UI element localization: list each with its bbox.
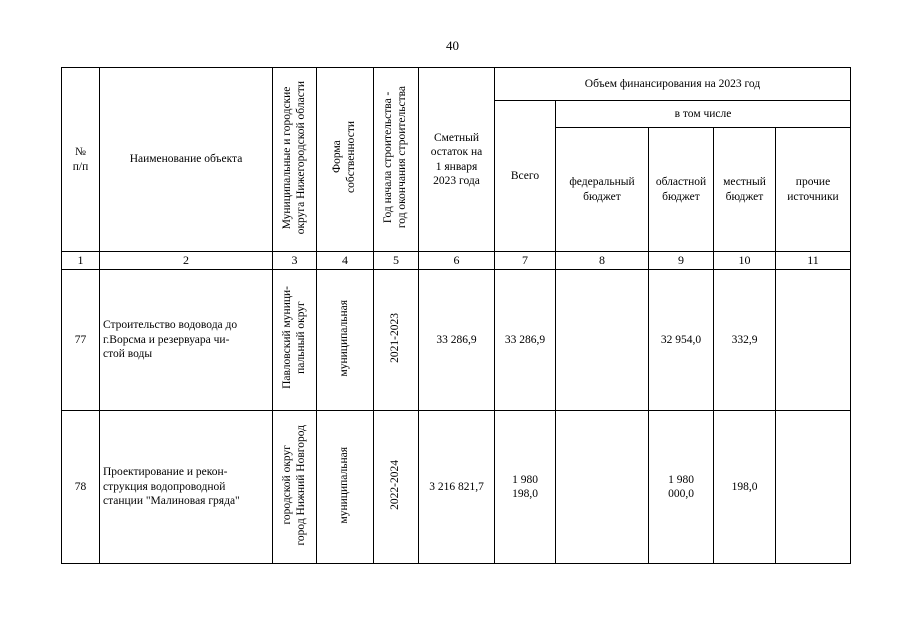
- header-municipality-text: Муниципальные и городские округа Нижегородской области: [280, 80, 307, 234]
- header-local: местный бюджет: [714, 128, 776, 252]
- row-municipality-text: городской округ город Нижний Новгород: [280, 424, 307, 546]
- row-years-text: 2022-2024: [389, 459, 402, 510]
- column-number: 1: [62, 252, 100, 270]
- row-municipality: [273, 270, 317, 411]
- row-ownership: [317, 411, 374, 564]
- header-other: прочие источники: [776, 128, 851, 252]
- header-municipality: [273, 68, 317, 252]
- row-regional: 32 954,0: [649, 270, 714, 411]
- column-number: 10: [714, 252, 776, 270]
- column-number: 2: [100, 252, 273, 270]
- row-other: [776, 411, 851, 564]
- header-ownership: [317, 68, 374, 252]
- table-row: [62, 270, 851, 411]
- row-name: Строительство водовода до г.Ворсма и резервуара чи- стой воды: [100, 270, 273, 411]
- header-federal: федеральный бюджет: [556, 128, 649, 252]
- row-years: [374, 411, 419, 564]
- column-number: 5: [374, 252, 419, 270]
- row-ownership-text: муниципальная: [338, 299, 351, 377]
- header-ownership-text: Форма собственности: [331, 121, 357, 194]
- column-number: 6: [419, 252, 495, 270]
- row-municipality: [273, 411, 317, 564]
- row-other: [776, 270, 851, 411]
- row-years: [374, 270, 419, 411]
- header-num: № п/п: [62, 68, 100, 252]
- row-num: 78: [62, 411, 100, 564]
- row-federal: [556, 270, 649, 411]
- row-ownership: [317, 270, 374, 411]
- page-number: 40: [446, 38, 459, 53]
- header-funding: Объем финансирования на 2023 год: [495, 68, 851, 101]
- row-regional: 1 980 000,0: [649, 411, 714, 564]
- header-regional: областной бюджет: [649, 128, 714, 252]
- row-local: 332,9: [714, 270, 776, 411]
- column-number: 4: [317, 252, 374, 270]
- row-local: 198,0: [714, 411, 776, 564]
- row-estimate: 3 216 821,7: [419, 411, 495, 564]
- row-estimate: 33 286,9: [419, 270, 495, 411]
- row-num: 77: [62, 270, 100, 411]
- table-row: [62, 411, 851, 564]
- row-years-text: 2021-2023: [389, 312, 402, 363]
- row-ownership-text: муниципальная: [338, 446, 351, 524]
- row-municipality-text: Павловский муници- пальный округ: [280, 286, 307, 390]
- column-number: 3: [273, 252, 317, 270]
- row-name: Проектирование и рекон- струкция водопроводной станции "Малиновая гряда": [100, 411, 273, 564]
- row-total: 1 980 198,0: [495, 411, 556, 564]
- row-federal: [556, 411, 649, 564]
- column-number: 7: [495, 252, 556, 270]
- header-years: [374, 68, 419, 252]
- header-estimate: Сметный остаток на 1 января 2023 года: [419, 68, 495, 252]
- row-total: 33 286,9: [495, 270, 556, 411]
- header-total: Всего: [495, 101, 556, 252]
- header-years-text: Год начала строительства - год окончания строительства: [382, 86, 408, 229]
- header-name: Наименование объекта: [100, 68, 273, 252]
- column-number: 9: [649, 252, 714, 270]
- column-number: 11: [776, 252, 851, 270]
- header-including: в том числе: [556, 101, 851, 128]
- column-number: 8: [556, 252, 649, 270]
- financing-table: [61, 67, 851, 564]
